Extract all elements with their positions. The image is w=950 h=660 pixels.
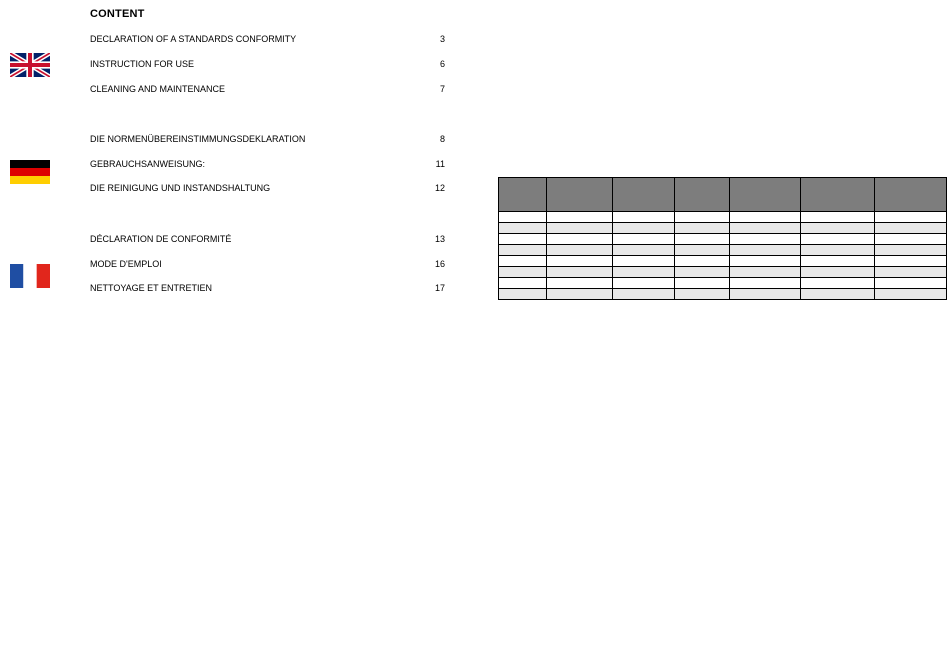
table-cell xyxy=(613,278,675,289)
toc-entry-page: 11 xyxy=(435,159,445,169)
table-body xyxy=(499,212,947,300)
toc-entry[interactable] xyxy=(90,181,445,195)
uk-flag-icon xyxy=(10,53,50,77)
toc-entry-page: 12 xyxy=(434,183,445,193)
table-cell xyxy=(499,256,547,267)
table-cell xyxy=(613,289,675,300)
table-cell xyxy=(730,212,801,223)
table-row xyxy=(499,256,947,267)
table-cell xyxy=(801,278,875,289)
table-cell xyxy=(675,267,730,278)
table-cell xyxy=(801,267,875,278)
toc-entry[interactable] xyxy=(90,157,445,171)
table-cell xyxy=(675,223,730,234)
table-cell xyxy=(801,212,875,223)
table-cell xyxy=(499,267,547,278)
table-header-row xyxy=(499,178,947,212)
table-cell xyxy=(499,234,547,245)
table-cell xyxy=(730,223,801,234)
toc-entry[interactable] xyxy=(90,257,445,271)
table-cell xyxy=(613,223,675,234)
toc-entry-page: 7 xyxy=(439,84,445,94)
table-cell xyxy=(499,245,547,256)
table-cell xyxy=(730,256,801,267)
table-cell xyxy=(730,245,801,256)
table-header-cell xyxy=(675,178,730,212)
toc-entry-page: 16 xyxy=(434,259,445,269)
toc-entry[interactable] xyxy=(90,57,445,71)
table-cell xyxy=(499,212,547,223)
toc-entry[interactable] xyxy=(90,281,445,295)
table-cell xyxy=(875,289,947,300)
toc-entry[interactable] xyxy=(90,132,445,146)
table-cell xyxy=(675,234,730,245)
table-cell xyxy=(730,278,801,289)
table-header-cell xyxy=(730,178,801,212)
table-row xyxy=(499,245,947,256)
toc-entry-page: 13 xyxy=(434,234,445,244)
toc-entry[interactable] xyxy=(90,32,445,46)
table-cell xyxy=(547,212,613,223)
table-cell xyxy=(547,267,613,278)
table-cell xyxy=(875,256,947,267)
toc-entry-page: 17 xyxy=(434,283,445,293)
table-cell xyxy=(801,256,875,267)
toc-entry-label: DIE NORMENÜBEREINSTIMMUNGSDEKLARATION xyxy=(90,134,306,144)
table-cell xyxy=(547,245,613,256)
toc-entry-page: 3 xyxy=(439,34,445,44)
toc-entry-label: INSTRUCTION FOR USE xyxy=(90,59,195,69)
table-cell xyxy=(547,234,613,245)
table-cell xyxy=(547,289,613,300)
data-table xyxy=(498,177,947,300)
table-header-cell xyxy=(875,178,947,212)
germany-flag-icon xyxy=(10,160,50,184)
table-cell xyxy=(875,223,947,234)
toc-entry-label: NETTOYAGE ET ENTRETIEN xyxy=(90,283,213,293)
toc-entry-page: 8 xyxy=(439,134,445,144)
table-cell xyxy=(675,278,730,289)
table-row xyxy=(499,278,947,289)
table-header-cell xyxy=(499,178,547,212)
toc-entry-label: GEBRAUCHSANWEISUNG: xyxy=(90,159,206,169)
table-cell xyxy=(875,278,947,289)
table-cell xyxy=(675,256,730,267)
table-cell xyxy=(875,234,947,245)
table-row xyxy=(499,267,947,278)
france-flag-icon xyxy=(10,264,50,288)
table-header-cell xyxy=(801,178,875,212)
table-cell xyxy=(730,234,801,245)
toc-entry-label: DECLARATION OF A STANDARDS CONFORMITY xyxy=(90,34,297,44)
contents-title: CONTENT xyxy=(90,8,145,20)
toc-entry-label: MODE D'EMPLOI xyxy=(90,259,162,269)
table-cell xyxy=(875,245,947,256)
table-cell xyxy=(730,267,801,278)
toc-entry-label: DIE REINIGUNG UND INSTANDSHALTUNG xyxy=(90,183,271,193)
table-header-cell xyxy=(613,178,675,212)
table-cell xyxy=(675,212,730,223)
table-cell xyxy=(547,278,613,289)
table-cell xyxy=(613,267,675,278)
table-cell xyxy=(801,234,875,245)
table-cell xyxy=(499,289,547,300)
table-cell xyxy=(801,223,875,234)
table-cell xyxy=(875,212,947,223)
table-cell xyxy=(875,267,947,278)
table-cell xyxy=(613,234,675,245)
table-cell xyxy=(613,212,675,223)
table-cell xyxy=(675,245,730,256)
table-cell xyxy=(499,278,547,289)
table-cell xyxy=(547,256,613,267)
table-cell xyxy=(730,289,801,300)
table-row xyxy=(499,289,947,300)
table-row xyxy=(499,212,947,223)
toc-entry-label: CLEANING AND MAINTENANCE xyxy=(90,84,226,94)
table-header-cell xyxy=(547,178,613,212)
table-cell xyxy=(675,289,730,300)
table-row xyxy=(499,234,947,245)
table-cell xyxy=(499,223,547,234)
toc-entry-label: DÉCLARATION DE CONFORMITÉ xyxy=(90,234,232,244)
table-cell xyxy=(801,245,875,256)
toc-entry[interactable] xyxy=(90,232,445,246)
table-cell xyxy=(547,223,613,234)
table-cell xyxy=(613,256,675,267)
toc-entry-page: 6 xyxy=(439,59,445,69)
table-cell xyxy=(801,289,875,300)
table-row xyxy=(499,223,947,234)
table-cell xyxy=(613,245,675,256)
toc-entry[interactable] xyxy=(90,82,445,96)
